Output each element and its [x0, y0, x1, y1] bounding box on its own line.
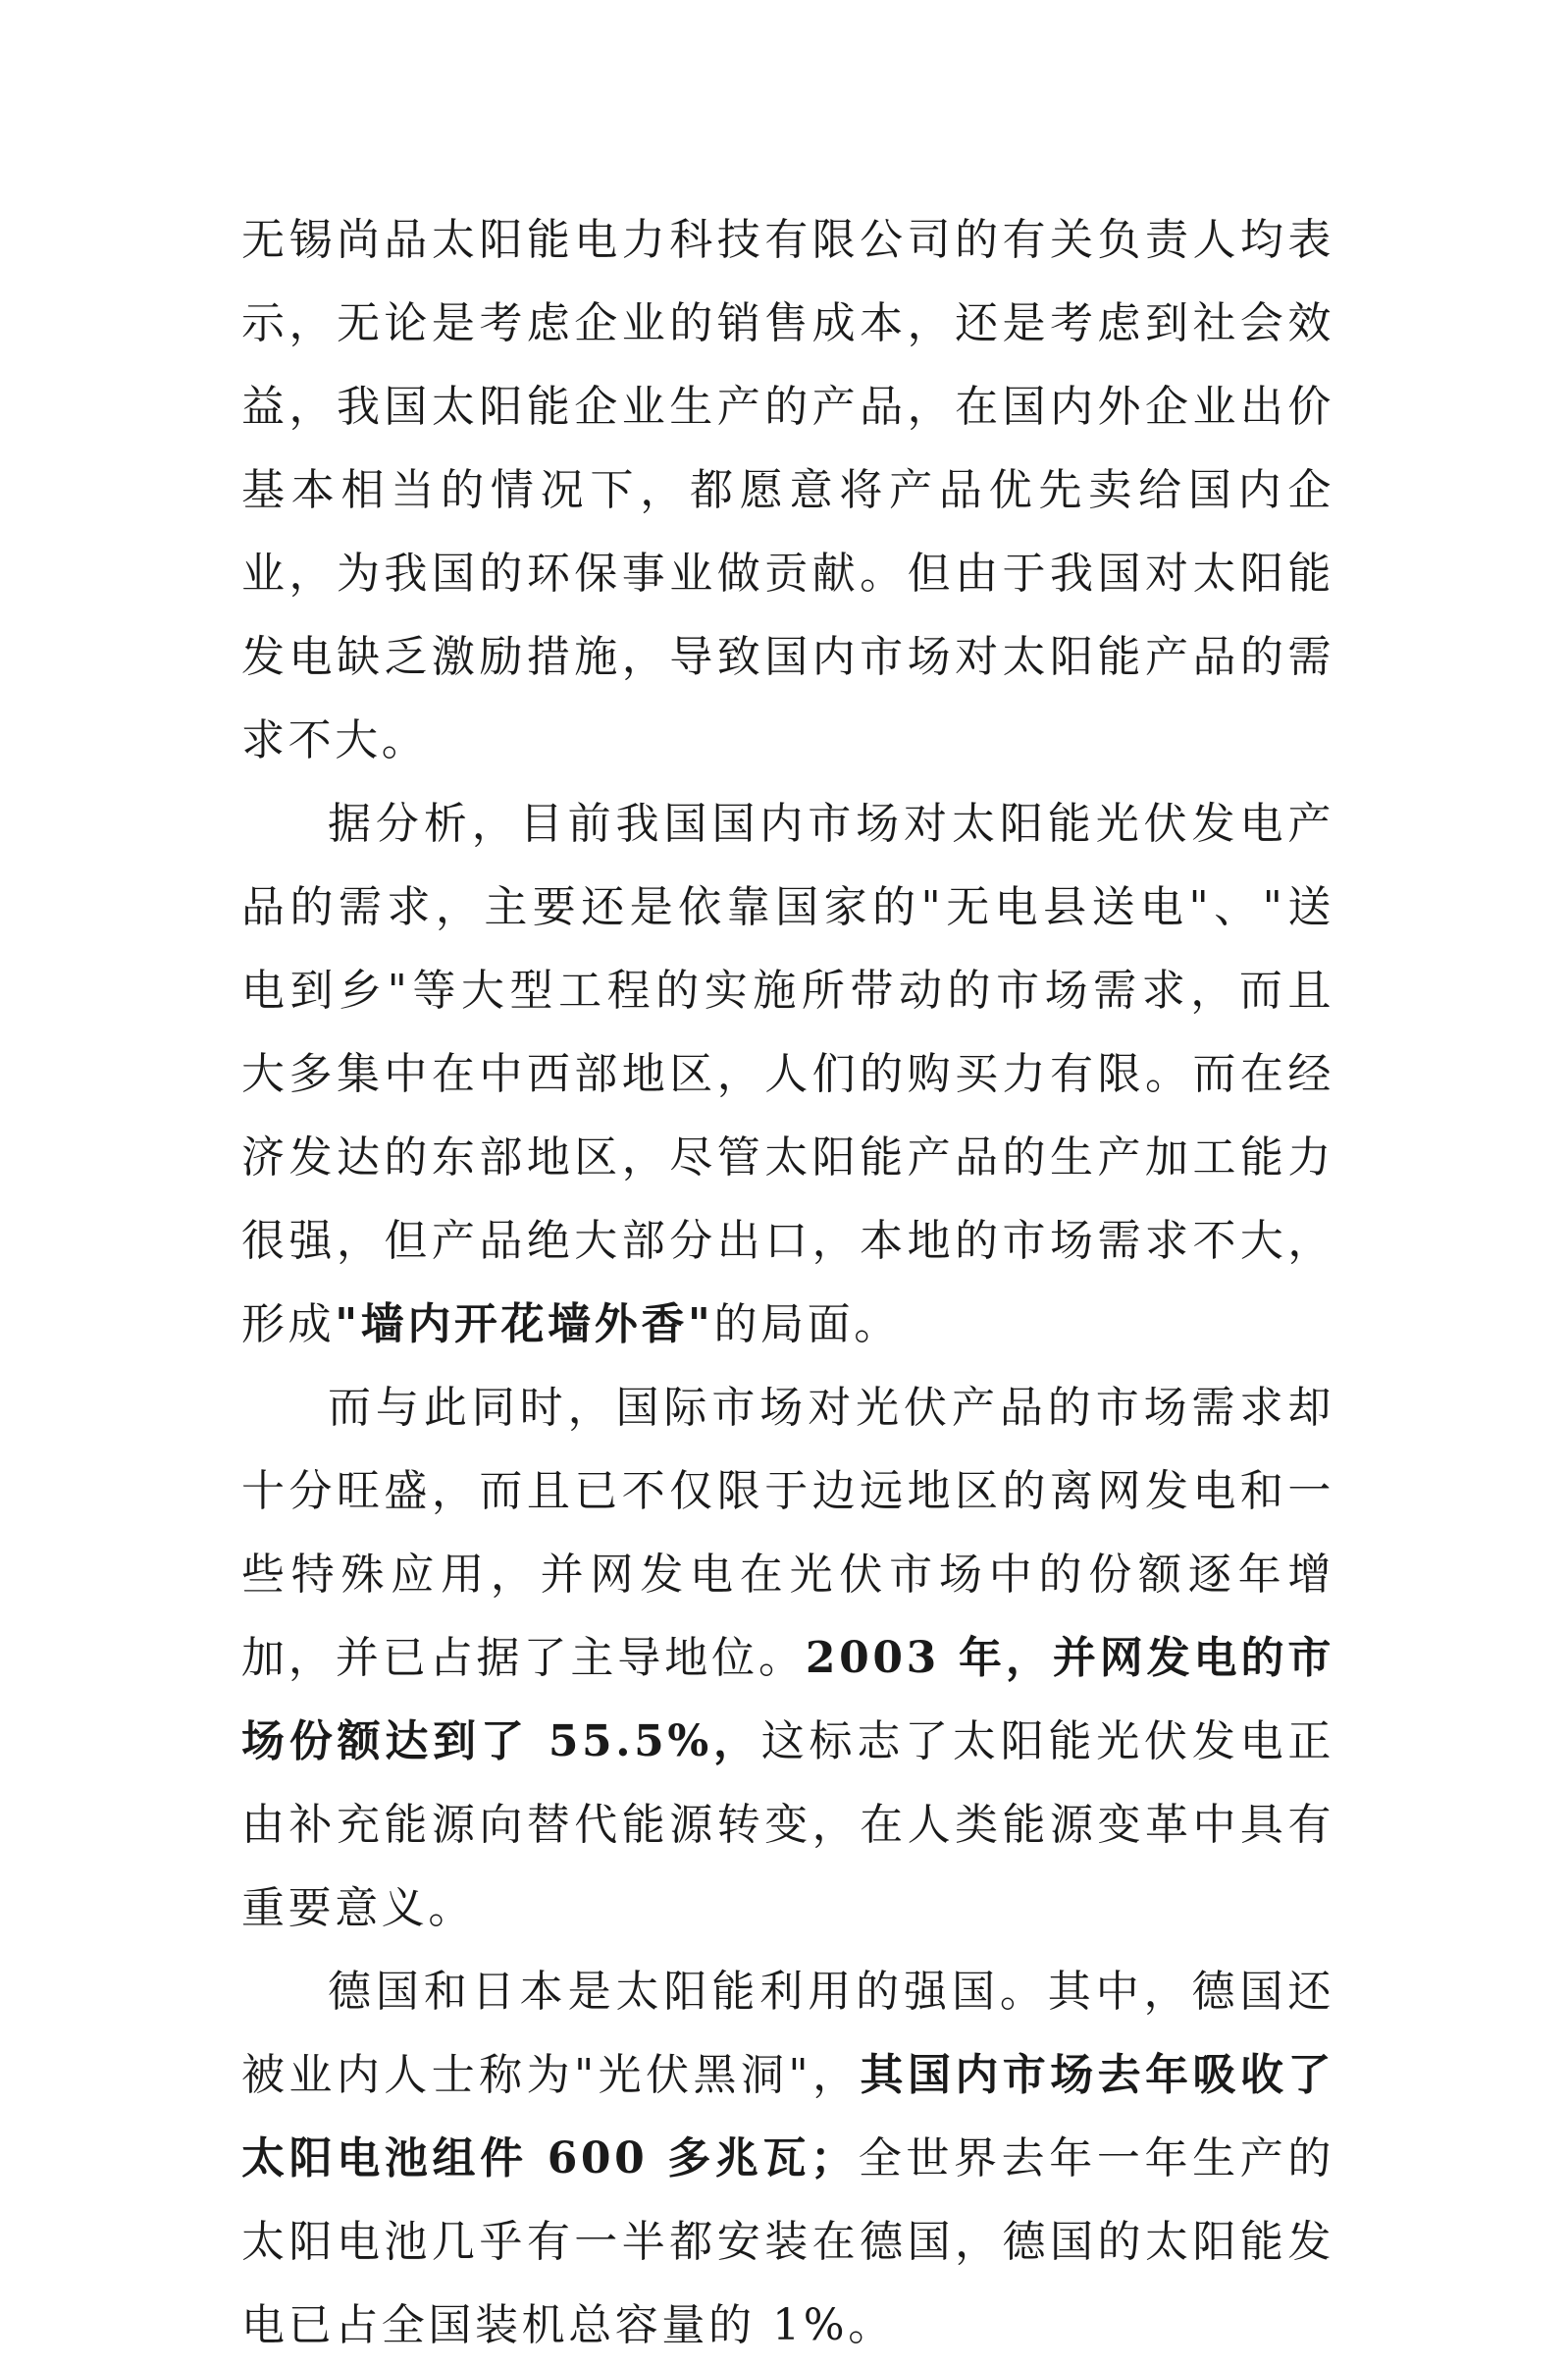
paragraph-3-emphasis: 2003 年，并网发电的市场份额达到了 55.5%， [241, 1633, 1334, 1766]
paragraph-2-text-b: 的局面。 [713, 1299, 901, 1349]
paragraph-1 [241, 198, 1334, 782]
paragraph-2 [241, 782, 1334, 1366]
paragraph-3-text-a: 而与此同时，国际市场对光伏产品的市场需求却十分旺盛，而且已不仅限于边远地区的离网发电和一些特殊应用，并网发电在光伏市场中的份额逐年增加，并已占据了主导地位。 [241, 1383, 1334, 1683]
paragraph-1-text: 无锡尚品太阳能电力科技有限公司的有关负责人均表示，无论是考虑企业的销售成本，还是考虑到社会效益，我国太阳能企业生产的产品，在国内外企业出价基本相当的情况下，都愿意将产品优先卖给国内企业，为我国的环保事业做贡献。但由于我国对太阳能发电缺乏激励措施，导致国内市场对太阳能产品的需求不大。 [241, 215, 1334, 765]
paragraph-3-text-b: 这标志了太阳能光伏发电正由补充能源向替代能源转变，在人类能源变革中具有重要意义。 [241, 1716, 1335, 1933]
paragraph-3 [241, 1366, 1334, 1950]
paragraph-4-text-b: 全世界去年一年生产的太阳电池几乎有一半都安装在德国，德国的太阳能发电已占全国装机总容量的 1%。 [241, 2133, 1335, 2350]
paragraph-4-text-a: 德国和日本是太阳能利用的强国。其中，德国还被业内人士称为"光伏黑洞"， [241, 1967, 1334, 2100]
paragraph-2-emphasis: "墙内开花墙外香" [335, 1299, 714, 1349]
paragraph-4 [241, 1950, 1334, 2367]
document-body [241, 198, 1334, 2367]
paragraph-2-text-a: 据分析，目前我国国内市场对太阳能光伏发电产品的需求，主要还是依靠国家的"无电县送电"、"送电到乡"等大型工程的实施所带动的市场需求，而且大多集中在中西部地区，人们的购买力有限。而在经济发达的东部地区，尽管太阳能产品的生产加工能力很强，但产品绝大部分出口，本地的市场需求不大，形成 [241, 799, 1334, 1349]
paragraph-4-emphasis: 其国内市场去年吸收了太阳电池组件 600 多兆瓦； [241, 2050, 1334, 2183]
